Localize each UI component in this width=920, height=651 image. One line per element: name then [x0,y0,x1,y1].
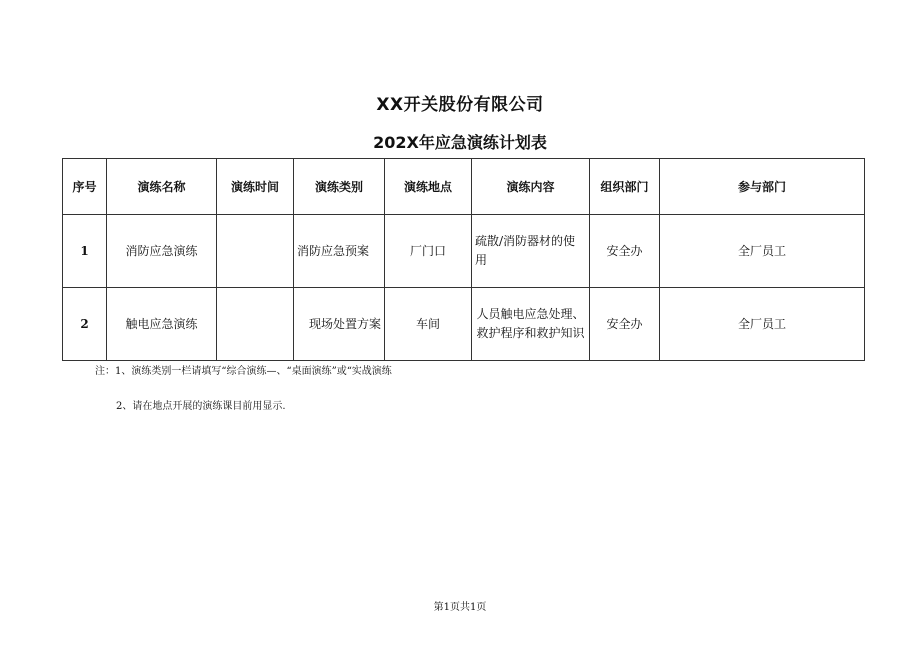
cell-org: 安全办 [590,288,660,361]
cell-content [472,215,590,288]
cell-location: 厂门口 [385,215,472,288]
cell-category: 现场处置方案 [294,288,385,361]
cell-no: 1 [63,215,107,288]
column-header-org: 组织部门 [590,159,660,215]
table-header-row [63,159,865,215]
company-name: XX开关股份有限公司 [376,95,544,115]
cell-category: 消防应急预案 [294,215,385,288]
drill-plan-table [62,158,865,361]
table-row [63,215,865,288]
note-1: 注：1、演练类别一栏请填写“综合演练—、“桌面演练”或“实战演练 [95,366,392,377]
table-row [63,288,865,361]
cell-name: 消防应急演练 [107,215,217,288]
document-title: 202X年应急演练计划表 [373,133,547,152]
cell-content-line2: 救护程序和救护知识 [476,326,585,340]
cell-time [217,288,294,361]
cell-content-line1: 疏散/消防器材的使用 [475,234,576,267]
cell-content [472,288,590,361]
cell-location: 车间 [385,288,472,361]
column-header-participants: 参与部门 [660,159,865,215]
cell-name: 触电应急演练 [107,288,217,361]
cell-content-line1: 人员触电应急处理、 [476,307,585,321]
note-2: 2、请在地点开展的演练课目前用显示. [116,401,286,412]
column-header-category: 演练类别 [294,159,385,215]
column-header-content: 演练内容 [472,159,590,215]
column-header-name: 演练名称 [107,159,217,215]
cell-time [217,215,294,288]
column-header-no: 序号 [63,159,107,215]
column-header-location: 演练地点 [385,159,472,215]
cell-participants: 全厂员工 [660,288,865,361]
cell-no: 2 [63,288,107,361]
column-header-time: 演练时间 [217,159,294,215]
cell-participants: 全厂员工 [660,215,865,288]
cell-org: 安全办 [590,215,660,288]
page-number: 第1页共1页 [433,602,487,613]
